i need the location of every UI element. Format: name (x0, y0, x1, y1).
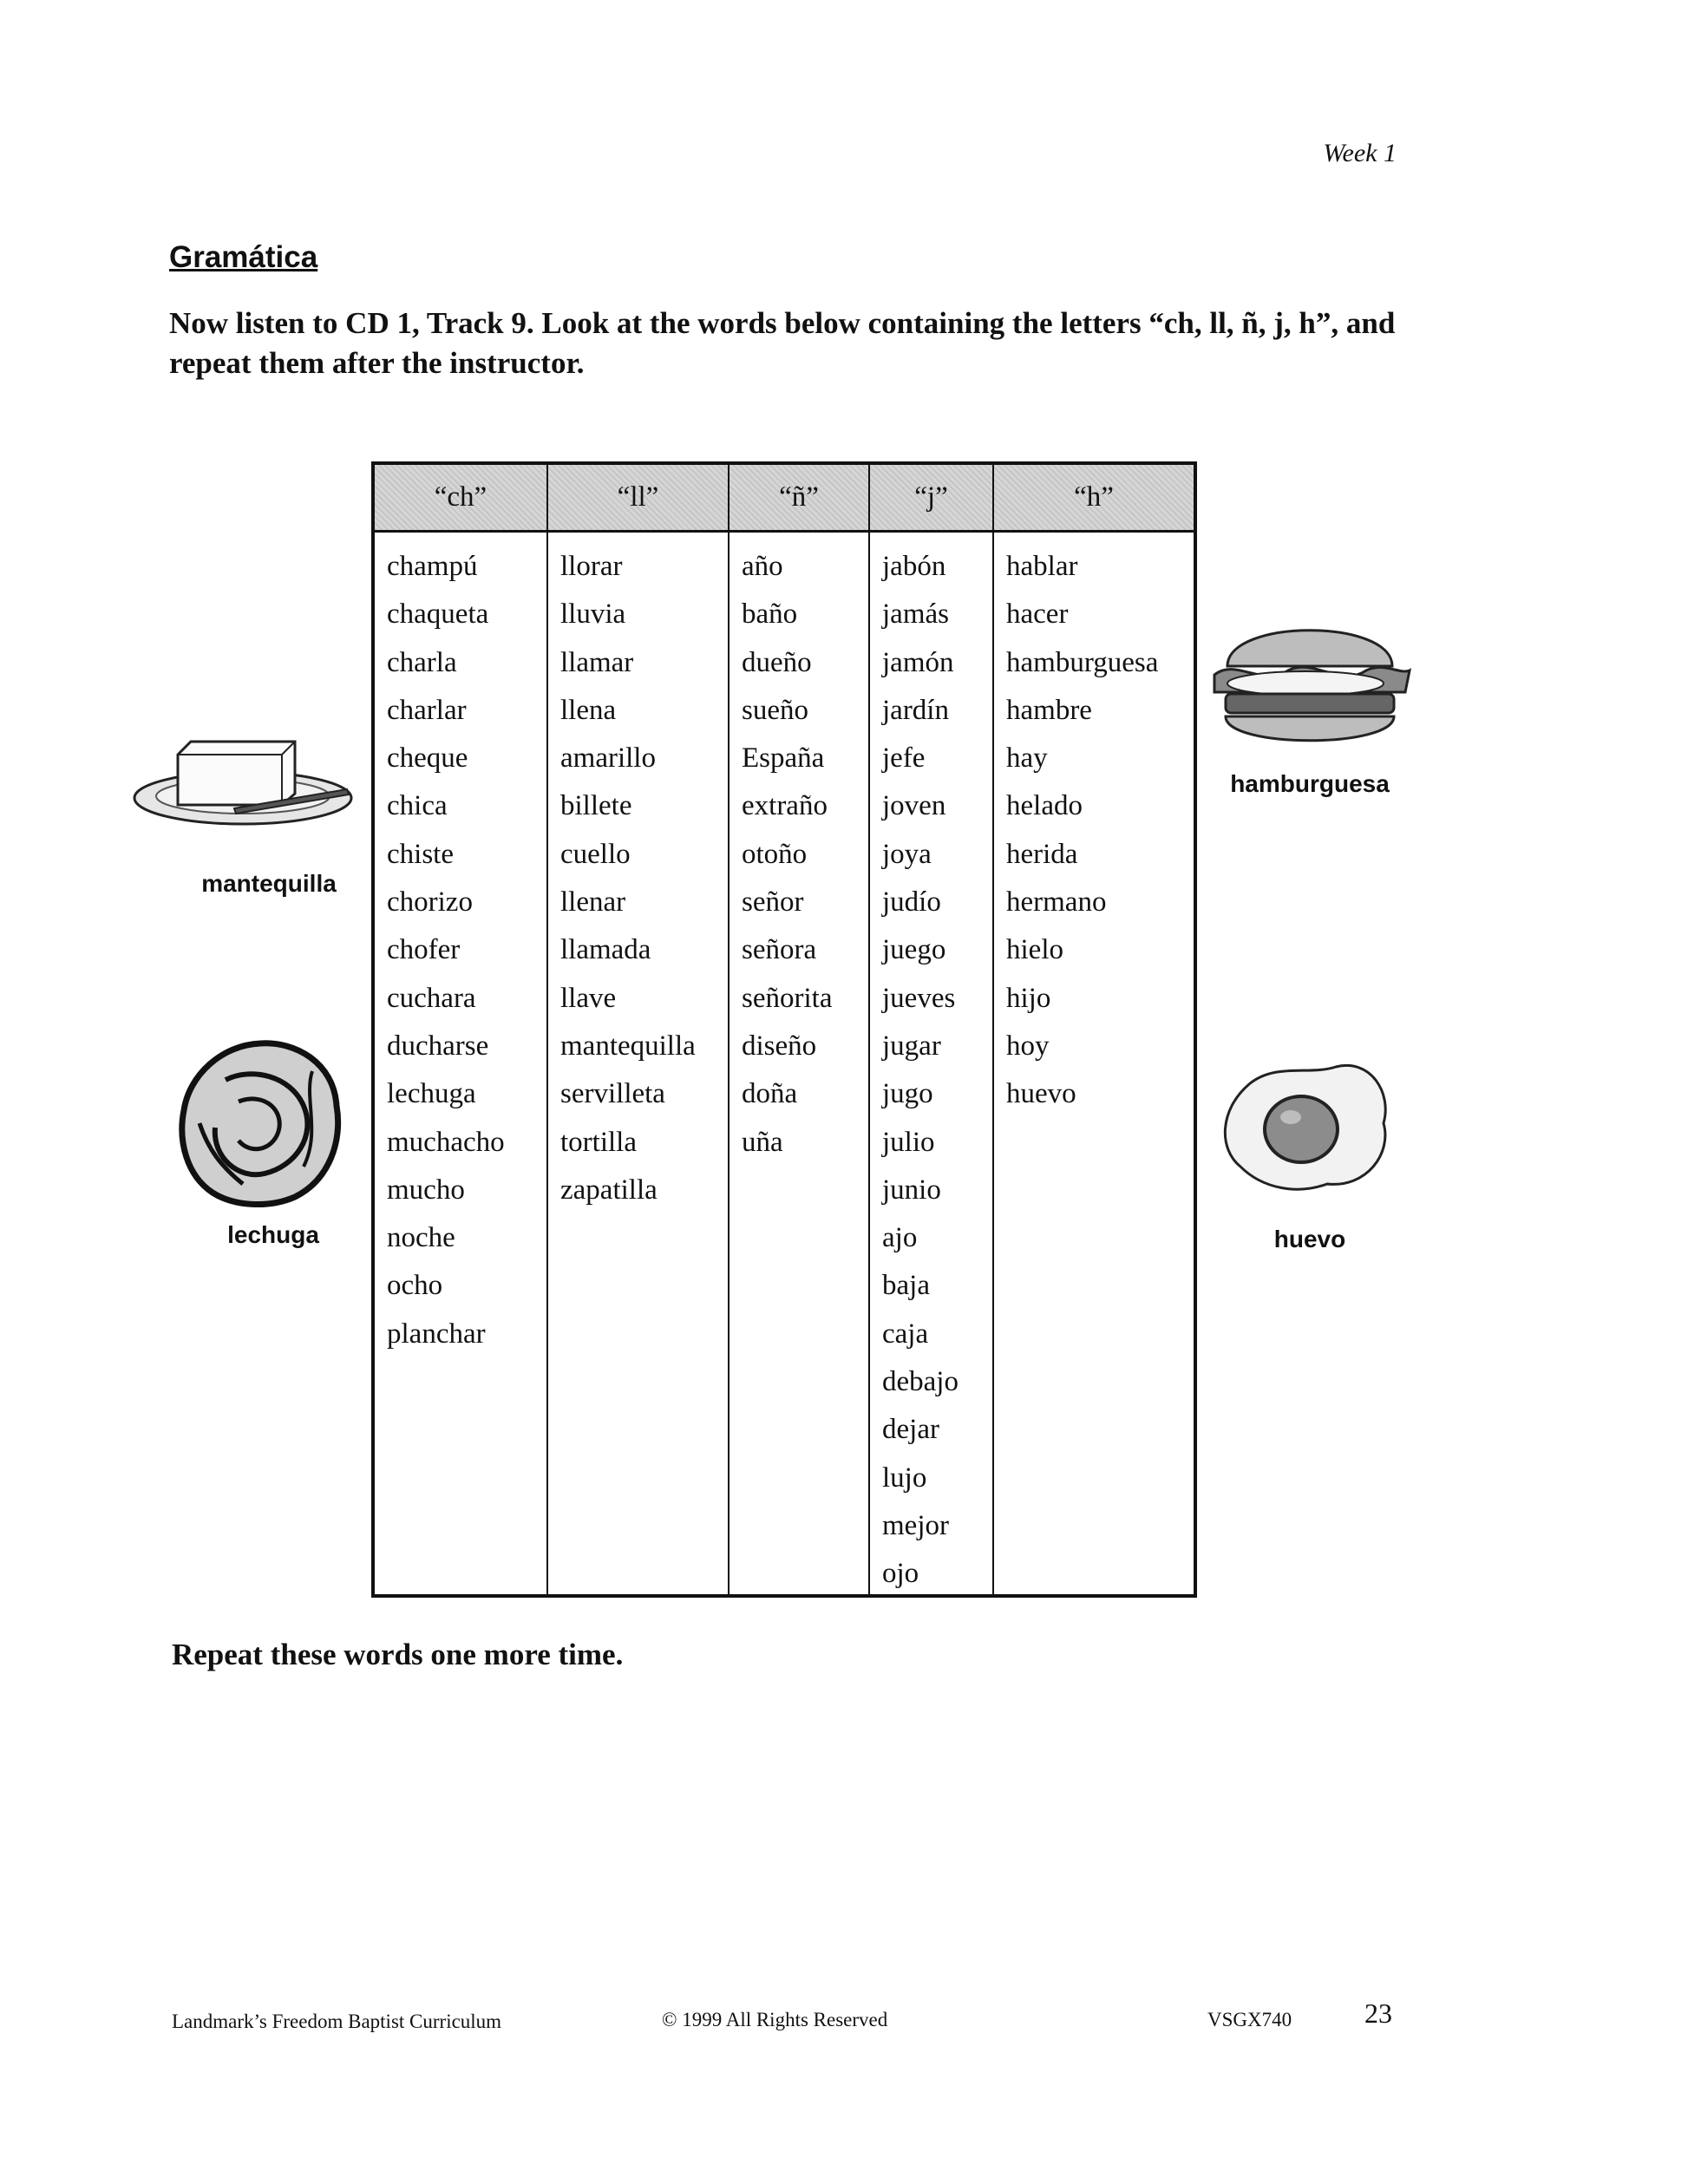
word-item: caja (882, 1318, 929, 1350)
word-item: muchacho (387, 1126, 505, 1158)
word-item: planchar (387, 1318, 486, 1350)
word-item: jabón (882, 551, 946, 582)
word-item: jugo (882, 1078, 933, 1110)
word-item: hoy (1006, 1030, 1050, 1062)
column-header: “h” (994, 465, 1194, 533)
word-item: hamburguesa (1006, 646, 1159, 678)
column-header: “j” (870, 465, 992, 533)
footer-code: VSGX740 (1207, 2009, 1292, 2030)
word-item: champú (387, 551, 478, 582)
column-n-tilde (730, 465, 870, 1594)
word-item: charla (387, 646, 457, 678)
word-item: lujo (882, 1461, 927, 1494)
hamburger-illustration (1201, 597, 1418, 757)
week-label: Week 1 (1323, 139, 1397, 167)
word-item: hielo (1006, 934, 1063, 966)
butter-caption: mantequilla (201, 870, 337, 897)
word-item: ajo (882, 1222, 918, 1254)
word-item: España (742, 742, 825, 775)
column-j (870, 465, 994, 1594)
word-item: ocho (387, 1270, 443, 1302)
footer-publisher: Landmark’s Freedom Baptist Curriculum (172, 2011, 502, 2032)
lettuce-illustration (173, 1036, 347, 1210)
word-item: sueño (742, 694, 808, 726)
word-item: charlar (387, 694, 467, 726)
word-item: baja (882, 1270, 930, 1302)
word-item: huevo (1006, 1078, 1076, 1110)
word-item: mantequilla (560, 1030, 696, 1062)
footer-copyright: © 1999 All Rights Reserved (662, 2009, 888, 2030)
word-list (548, 533, 728, 1214)
closing-instruction: Repeat these words one more time. (172, 1638, 624, 1671)
word-item: llena (560, 694, 617, 726)
word-item: llamar (560, 646, 634, 678)
word-item: hambre (1006, 694, 1092, 726)
word-item: debajo (882, 1366, 958, 1398)
word-item: amarillo (560, 742, 656, 775)
word-item: hacer (1006, 598, 1069, 631)
word-item: chaqueta (387, 598, 489, 631)
word-item: julio (882, 1126, 935, 1158)
word-item: cuchara (387, 982, 476, 1014)
column-header: “ch” (375, 465, 546, 533)
word-item: hay (1006, 742, 1048, 775)
word-item: extraño (742, 790, 828, 822)
word-item: año (742, 551, 783, 582)
column-header: “ñ” (730, 465, 868, 533)
column-h (994, 465, 1194, 1594)
word-item: chorizo (387, 886, 473, 919)
word-item: cheque (387, 742, 468, 775)
word-item: juego (882, 934, 946, 966)
word-item: judío (882, 886, 941, 919)
word-item: hablar (1006, 551, 1078, 582)
word-item: ojo (882, 1558, 919, 1590)
word-list (870, 533, 992, 1599)
word-table (371, 461, 1197, 1598)
word-item: mucho (387, 1174, 465, 1206)
word-item: doña (742, 1078, 798, 1110)
word-item: joya (882, 838, 932, 870)
word-item: llave (560, 982, 617, 1014)
egg-illustration (1214, 1058, 1397, 1197)
word-item: billete (560, 790, 632, 822)
word-item: jefe (882, 742, 926, 775)
word-list (994, 533, 1194, 1119)
word-item: llenar (560, 886, 626, 919)
word-list (730, 533, 868, 1167)
lettuce-caption: lechuga (227, 1221, 319, 1248)
word-item: dueño (742, 646, 812, 678)
word-item: ducharse (387, 1030, 489, 1062)
column-header: “ll” (548, 465, 728, 533)
word-item: mejor (882, 1509, 949, 1541)
word-item: lluvia (560, 598, 626, 631)
word-item: hermano (1006, 886, 1107, 919)
word-item: diseño (742, 1030, 817, 1062)
word-item: jueves (882, 982, 956, 1014)
column-ch (375, 465, 548, 1594)
word-item: baño (742, 598, 798, 631)
word-item: señorita (742, 982, 833, 1014)
word-item: cuello (560, 838, 631, 870)
word-item: servilleta (560, 1078, 665, 1110)
word-item: herida (1006, 838, 1078, 870)
word-item: señor (742, 886, 804, 919)
word-item: jardín (882, 694, 949, 726)
word-item: uña (742, 1126, 783, 1158)
word-item: junio (882, 1174, 941, 1206)
word-item: jamás (882, 598, 949, 631)
word-item: helado (1006, 790, 1083, 822)
word-item: jugar (882, 1030, 941, 1062)
word-item: jamón (882, 646, 954, 678)
butter-illustration (130, 729, 364, 833)
word-item: chica (387, 790, 448, 822)
word-list (375, 533, 546, 1358)
word-item: joven (882, 790, 946, 822)
word-item: llamada (560, 934, 651, 966)
egg-caption: huevo (1273, 1226, 1346, 1252)
section-title: Gramática (169, 240, 318, 274)
word-item: hijo (1006, 982, 1051, 1014)
column-ll (548, 465, 730, 1594)
word-item: llorar (560, 551, 623, 582)
word-item: chofer (387, 934, 461, 966)
word-item: noche (387, 1222, 455, 1254)
word-item: señora (742, 934, 817, 966)
word-item: zapatilla (560, 1174, 658, 1206)
word-item: chiste (387, 838, 454, 870)
word-item: tortilla (560, 1126, 637, 1158)
word-item: lechuga (387, 1078, 476, 1110)
word-item: dejar (882, 1414, 939, 1446)
word-item: otoño (742, 838, 808, 870)
page-number: 23 (1364, 1998, 1392, 2029)
hamburger-caption: hamburguesa (1230, 770, 1390, 797)
instructions: Now listen to CD 1, Track 9. Look at the words below containing the letters “ch, ll, ñ, j, h”, and repeat them after the instructor. (169, 306, 1396, 380)
